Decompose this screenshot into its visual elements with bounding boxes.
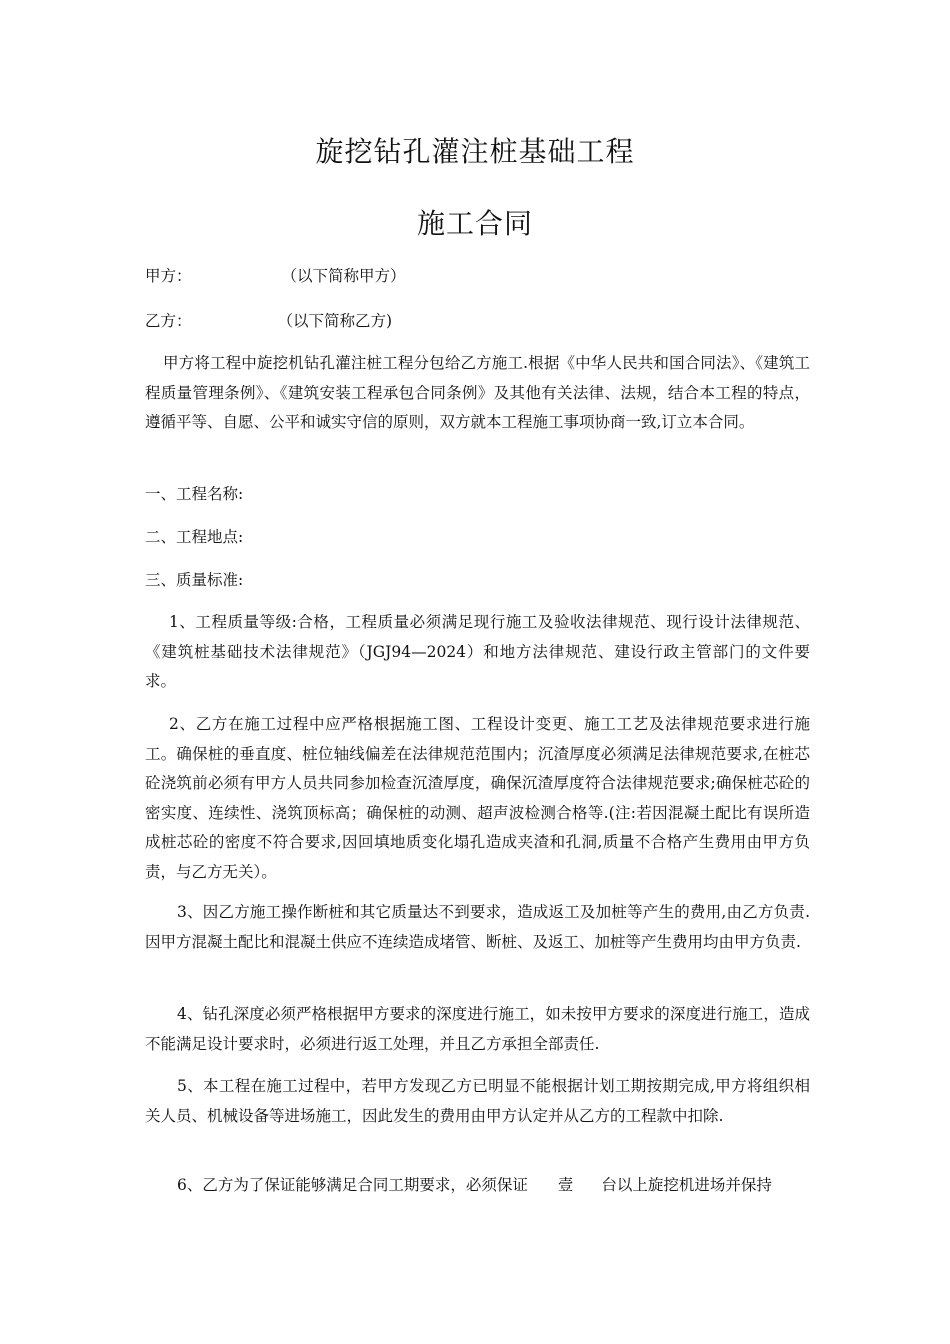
party-a-label: 甲方： — [145, 267, 192, 285]
party-b-label: 乙方： — [145, 312, 192, 330]
section-quality-standard: 三、质量标准: — [145, 571, 244, 589]
section-project-location: 二、工程地点: — [145, 528, 244, 546]
clause-4: 4、钻孔深度必须严格根据甲方要求的深度进行施工，如未按甲方要求的深度进行施工，造成不能满足设计要求时，必须进行返工处理，并且乙方承担全部责任. — [145, 1005, 810, 1053]
clause-6-text-before: 6、乙方为了保证能够满足合同工期要求，必须保证 — [177, 1176, 528, 1194]
section-project-name: 一、工程名称: — [145, 485, 244, 503]
document-title-line-2: 施工合同 — [416, 207, 533, 240]
clause-1: 1、工程质量等级:合格，工程质量必须满足现行施工及验收法律规范、现行设计法律规范、《建筑桩基础技术法律规范》（JGJ94—2024）和地方法律规范、建设行政主管部门的文件要求。 — [145, 613, 810, 690]
party-a-line — [145, 266, 406, 286]
party-b-line — [145, 311, 392, 331]
party-a-note: （以下简称甲方） — [281, 267, 406, 285]
intro-paragraph: 甲方将工程中旋挖机钻孔灌注桩工程分包给乙方施工.根据《中华人民共和国合同法》、《建筑工程质量管理条例》、《建筑安装工程承包合同条例》及其他有关法律、法规，结合本工程的特点，遵循平等、自愿、公平和诚实守信的原则，双方就本工程施工事项协商一致,订立本合同。 — [145, 354, 810, 431]
clause-6-machine-count: 壹 — [557, 1176, 574, 1194]
clause-3: 3、因乙方施工操作断桩和其它质量达不到要求，造成返工及加桩等产生的费用,由乙方负责.因甲方混凝土配比和混凝土供应不连续造成堵管、断桩、及返工、加桩等产生费用均由甲方负责. — [145, 903, 810, 951]
party-b-note: （以下简称乙方) — [277, 312, 393, 330]
clause-2: 2、乙方在施工过程中应严格根据施工图、工程设计变更、施工工艺及法律规范要求进行施工。确保桩的垂直度、桩位轴线偏差在法律规范范围内；沉渣厚度必须满足法律规范要求,在桩芯砼浇筑前必须有甲方人员共同参加检查沉渣厚度，确保沉渣厚度符合法律规范要求;确保桩芯砼的密实度、连续性、浇筑顶标高；确保桩的动测、超声波检测合格等.(注:若因混凝土配比有误所造成桩芯砼的密度不符合要求,因回填地质变化塌孔造成夹渣和孔洞,质量不合格产生费用由甲方负责，与乙方无关）。 — [145, 715, 810, 881]
clause-6 — [177, 1175, 772, 1195]
clause-6-text-after: 台以上旋挖机进场并保持 — [601, 1176, 772, 1194]
clause-5: 5、本工程在施工过程中，若甲方发现乙方已明显不能根据计划工期按期完成,甲方将组织相关人员、机械设备等进场施工，因此发生的费用由甲方认定并从乙方的工程款中扣除. — [145, 1077, 810, 1125]
document-title-line-1: 旋挖钻孔灌注桩基础工程 — [315, 135, 635, 168]
